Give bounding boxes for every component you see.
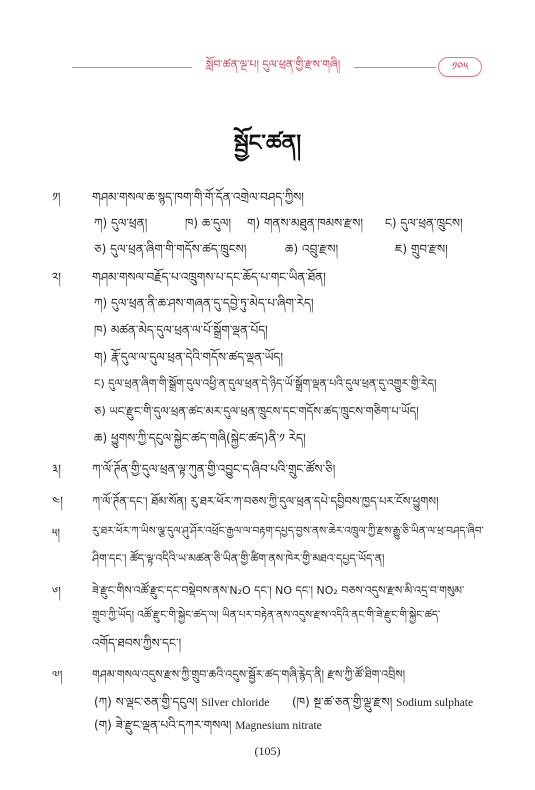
question-text: གཤམ་གསལ་བརྗོད་པ་འཁྲུགས་པ་དང་ཆོད་པ་གང་ཡིན་ཐོན། [92, 270, 326, 284]
question-text-line: ཟེ་རྫུང་གིས་འཚོ་རྫུང་དང་བསྡེབས་ནས་N₂O དང་། NO དང་། NO₂ བཅས་འདུས་རྫས་མི་འདྲ་བ་གསུམ་ [92, 584, 465, 597]
header-rule-left [72, 67, 192, 68]
compound-english: Magnesium nitrate [235, 720, 322, 732]
option: ཅ) དུལ་ཕྲན་ཞིག་གི་གདོས་ཚད་ཁྲུངས། [94, 242, 247, 256]
statement-item: ཀ) དུལ་ཕྲན་ནི་ཆ་ཤས་གཞན་དུ་དབྱེ་ཏུ་མེད་པ་ཞིག་རེད། [94, 296, 314, 310]
question-number: ༡། [52, 190, 61, 204]
question-text-line: ཤིག་དང་། ཚོད་ལྟ་འདིའི་ཡ་མཚན་ཅི་ཡིན་གྱི་ཚིག་ནས་ཁེར་གྱི་མཐའ་དཔྱད་ཡོད་ན། [92, 552, 385, 565]
question-number: ༣། [52, 462, 61, 476]
question-text: གཤམ་གསལ་འདུས་རྫས་ཀྱི་གྲུབ་ཆའི་འདུས་སྦྱོར་ཚད་གཞི་རྙེད་ནི། རྫས་ཀྱི་ཚོ་ཐིག་འབྲིས། [92, 668, 406, 681]
question-text-line: གྲུབ་ཀྱི་ཡོད། འཚོ་རྫུང་གི་སྐྱེང་ཚད་ལ། ཡིན་པར་བརྟེན་ནས་འདུས་རྫས་འདིའི་ནང་གི་ཟེ་རྫུང་གི་སྐྱེང་ཚད་ [92, 609, 441, 621]
question-number: ༢། [52, 270, 61, 284]
compound-item [94, 712, 322, 746]
compound-tibetan: (ག) ཟེ་རྫུང་ལྡན་པའི་དཀར་གསལ། [94, 718, 232, 732]
compound-tibetan: (ཀ) ས་ལྡང་ཅན་གྱི་དངུལ། [94, 695, 198, 709]
option: ཁ) ཆ་དུལ། [185, 216, 232, 230]
statement-item: ག) རྣོ་དུལ་ལ་དུལ་ཕྲན་དེའི་གདོས་ཚད་ལྡན་ཡོད། [94, 350, 284, 364]
statement-item: ང) དུལ་ཕྲན་ཞིག་གི་སྒྲོག་དུལ་འཕྱི་ན་དུལ་ཕྲན་དེ་ཉིད་ཡོ་སྒྲོག་ལྡན་པའི་དུལ་ཕྲན་དུ་འགྱུར་གྱི་རེད། [94, 377, 437, 390]
section-title: སྦྱོང་ཚན། [233, 131, 302, 156]
question-text: ཀ་ལོ་ཊོན་དང་། ཐོམ་སོན། རུ་ཐར་ཕོར་ཀ་བཅས་ཀྱི་དུལ་ཕྲན་དཔེ་དབྱིབས་ཁྱད་པར་ངོས་ཕྱུགས། [92, 494, 439, 508]
footer-page-number: (105) [254, 744, 281, 758]
option: ག) གནས་མཐུན་ཁམས་རྫས། [247, 216, 364, 230]
question-text: ཀ་ལོ་ཊོན་གྱི་དུལ་ཕྲན་ལྟ་ཀུན་གྱི་འབྱུང་ད་ཞིབ་པའི་གྲུང་ཚོས་ཅི། [92, 462, 336, 476]
option: ཀ) དུལ་ཕྲན། [94, 216, 148, 230]
question-number: ༥། [52, 526, 61, 540]
running-header-title: སློབ་ཚན་ལྔ་པ། དུལ་ཕྲན་གྱི་རྫས་གཞི། [205, 58, 341, 71]
compound-english: Sodium sulphate [396, 697, 474, 709]
statement-item: ཅ) ཡང་རྫུང་གི་དུལ་ཕྲན་ཚང་མར་དུལ་ཕྲན་ཁྲུངས་དང་གདོས་ཚད་ཁྲུངས་གཅིག་པ་ཡོད། [94, 404, 419, 418]
option: ཇ) གྲུབ་རྫས། [395, 242, 448, 256]
compound-english: Silver chloride [201, 697, 270, 709]
question-text: གཤམ་གསལ་ཆ་སྙད་ཁག་གི་གོ་དོན་འགྲེལ་བཤད་ཀྱིས། [92, 190, 304, 204]
compound-tibetan: (ཁ) སྔ་ཚ་ཅན་གྱི་ལྡུ་རྫས། [292, 695, 393, 709]
question-number: ༧། [52, 668, 63, 682]
option: ཆ) འབྲུ་རྫས། [285, 242, 339, 256]
statement-item: ཁ) མཚན་མེད་དུལ་ཕྲན་ལ་པོ་སྒྲོག་ལྡན་པོད། [94, 323, 268, 337]
statement-item: ཆ) ཕྱུགས་ཀྱི་དངུལ་སྐྱེང་ཚད་གཞི(སྐྱེང་ཚད)ནི་༡ རེད། [94, 431, 306, 445]
header-page-number: ༡༠༥ [438, 57, 482, 77]
question-number: ༤། [52, 494, 63, 508]
option: ང) དུལ་ཕྲན་ཁྲུངས། [385, 216, 463, 230]
question-text-line: རུ་ཐར་ཕོར་ཀ་ཡིས་ལྕ་དུལ་ཤུ་ཤོར་འཕྲོང་རྒྱལ་ལ་བརྟག་དཔྱད་བྱས་ནས་ཆེར་འཁྲུལ་ཀྱི་རྫས་རྒྱུ་ཅི་ཡིན་ལ་ཕྲ་བཤད་ཞིབ་ [92, 525, 484, 537]
question-number: ༦། [52, 584, 61, 598]
question-text-line: འགོད་ཐབས་ཀྱིས་དང་། [92, 636, 182, 650]
header-rule-right [354, 67, 436, 68]
